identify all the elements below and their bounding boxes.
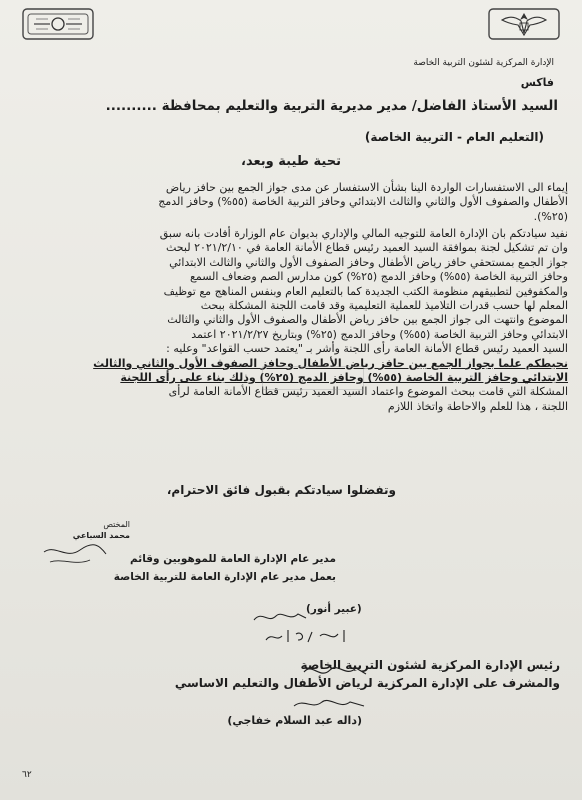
paragraph-line: وان تم تشكيل لجنة بموافقة السيد العميد رئيس قطاع الأمانة العامة في ٢٠٢١/٢/١٠ لبحث: [165, 241, 568, 255]
paragraph-line: المشكلة التي قامت ببحث الموضوع واعتماد السيد العميد رئيس قطاع الأمانة العامة لرأى: [168, 385, 568, 399]
addressee-line: السيد الأستاذ الفاضل/ مدير مديرية التربية والتعليم بمحافظة ..........: [105, 98, 558, 114]
handwritten-signature-1: [250, 606, 310, 628]
reviewer-signature: [40, 542, 110, 570]
paragraph-line: الموضوع وانتهت الى جواز الجمع بين حافز رياض الأطفال والصفوف الأول والثاني والثالث: [167, 313, 568, 327]
paragraph-line: المعلم لها حسب قدرات التلاميذ للعملية التعليمية وقد قامت اللجنة المشكلة ببحث: [200, 299, 568, 313]
handwritten-signature-3: [290, 694, 370, 714]
paragraph-line: والمكفوفين لتطبيقهم منظومة الكتب الجديدة كما بالتعليم العام وبنفس المناهج مع توظيف: [163, 284, 568, 298]
signature-block-1: [114, 550, 336, 586]
ministry-logo-left: [22, 8, 94, 40]
paragraph-line: الابتدائي وحافز التربية الخاصة (٥٥%) وحافز الدمج (٢٥%) وبتاريخ ٢٠٢١/٢/٢٧ اعتمد: [191, 327, 568, 341]
signature2-title: رئيس الإدارة المركزية لشئون التربية الخاصة: [300, 658, 560, 672]
watermark-stamp: [262, 366, 364, 390]
paragraph-line: نفيد سيادتكم بان الإدارة العامة للتوجيه المالي والإداري بديوان عام الوزارة أفادت بانه سبق: [159, 227, 568, 240]
signature1-subtitle: بعمل مدير عام الإدارة العامة للتربية الخاصة: [113, 571, 336, 583]
egypt-eagle-logo: [488, 8, 560, 40]
reviewer-block: [40, 519, 130, 541]
handwritten-date: [262, 626, 352, 646]
department-header: الإدارة المركزية لشئون التربية الخاصة: [413, 58, 554, 68]
signature2-subtitle: والمشرف على الإدارة المركزية لرياض الأطفال والتعليم الاساسي: [174, 676, 560, 690]
greeting: تحية طيبة وبعد،: [241, 154, 341, 169]
paragraph-line: وحافز التربية الخاصة (٥٥%) وحافز الدمج (٢٥%) كون مدارس الصم وضعاف السمع: [189, 270, 568, 284]
paragraph-line: اللجنة ، هذا للعلم والاحاطة واتخاذ اللازم: [387, 399, 568, 413]
closing-line: وتفضلوا سيادتكم بقبول فائق الاحترام،: [166, 483, 396, 497]
paragraph-line-highlighted: نحيطكم علما بجواز الجمع بين حافز رياض الأطفال وحافز الصفوف الأول والثاني والثالث: [93, 356, 568, 370]
paragraph-line: جواز الجمع بمستحقي حافز رياض الأطفال وحافز الصفوف الأول والثاني والثالث الابتدائي: [169, 255, 568, 269]
reviewer-name: محمد السباعي: [72, 531, 130, 540]
paragraph-intro: [8, 181, 568, 224]
fax-label: فاكس: [520, 76, 554, 89]
paragraph-line: إيماء الى الاستفسارات الواردة الينا بشأن الاستفسار عن مدى جواز الجمع بين حافز رياض: [165, 181, 568, 194]
reviewer-label: المختص: [103, 520, 130, 529]
paragraph-line: السيد العميد رئيس قطاع الأمانة العامة رأى اللجنة وأشر بـ "يعتمد حسب القواعد" وعليه :: [166, 342, 568, 356]
page-number: ٦٢: [22, 770, 32, 780]
signature2-name: (داله عبد السلام خفاجي): [227, 714, 362, 727]
handwritten-signature-2: [300, 660, 370, 682]
signature1-name: (عبير أنور): [306, 603, 362, 615]
paragraph-line: الأطفال والصفوف الأول والثاني والثالث الابتدائي وحافز التربية الخاصة (٥٥%) وحافز الدمج: [158, 195, 568, 209]
signature1-title: مدير عام الإدارة العامة للموهوبين وقائم: [130, 553, 336, 565]
paragraph-line-highlighted: الابتدائي وحافز التربية الخاصة (٥٥%) وحافز الدمج (٢٥%) وذلك بناء على رأى اللجنة: [120, 371, 568, 385]
paragraph-line: (٢٥%).: [533, 209, 568, 223]
department-subtitle: (التعليم العام - التربية الخاصة): [364, 130, 544, 144]
